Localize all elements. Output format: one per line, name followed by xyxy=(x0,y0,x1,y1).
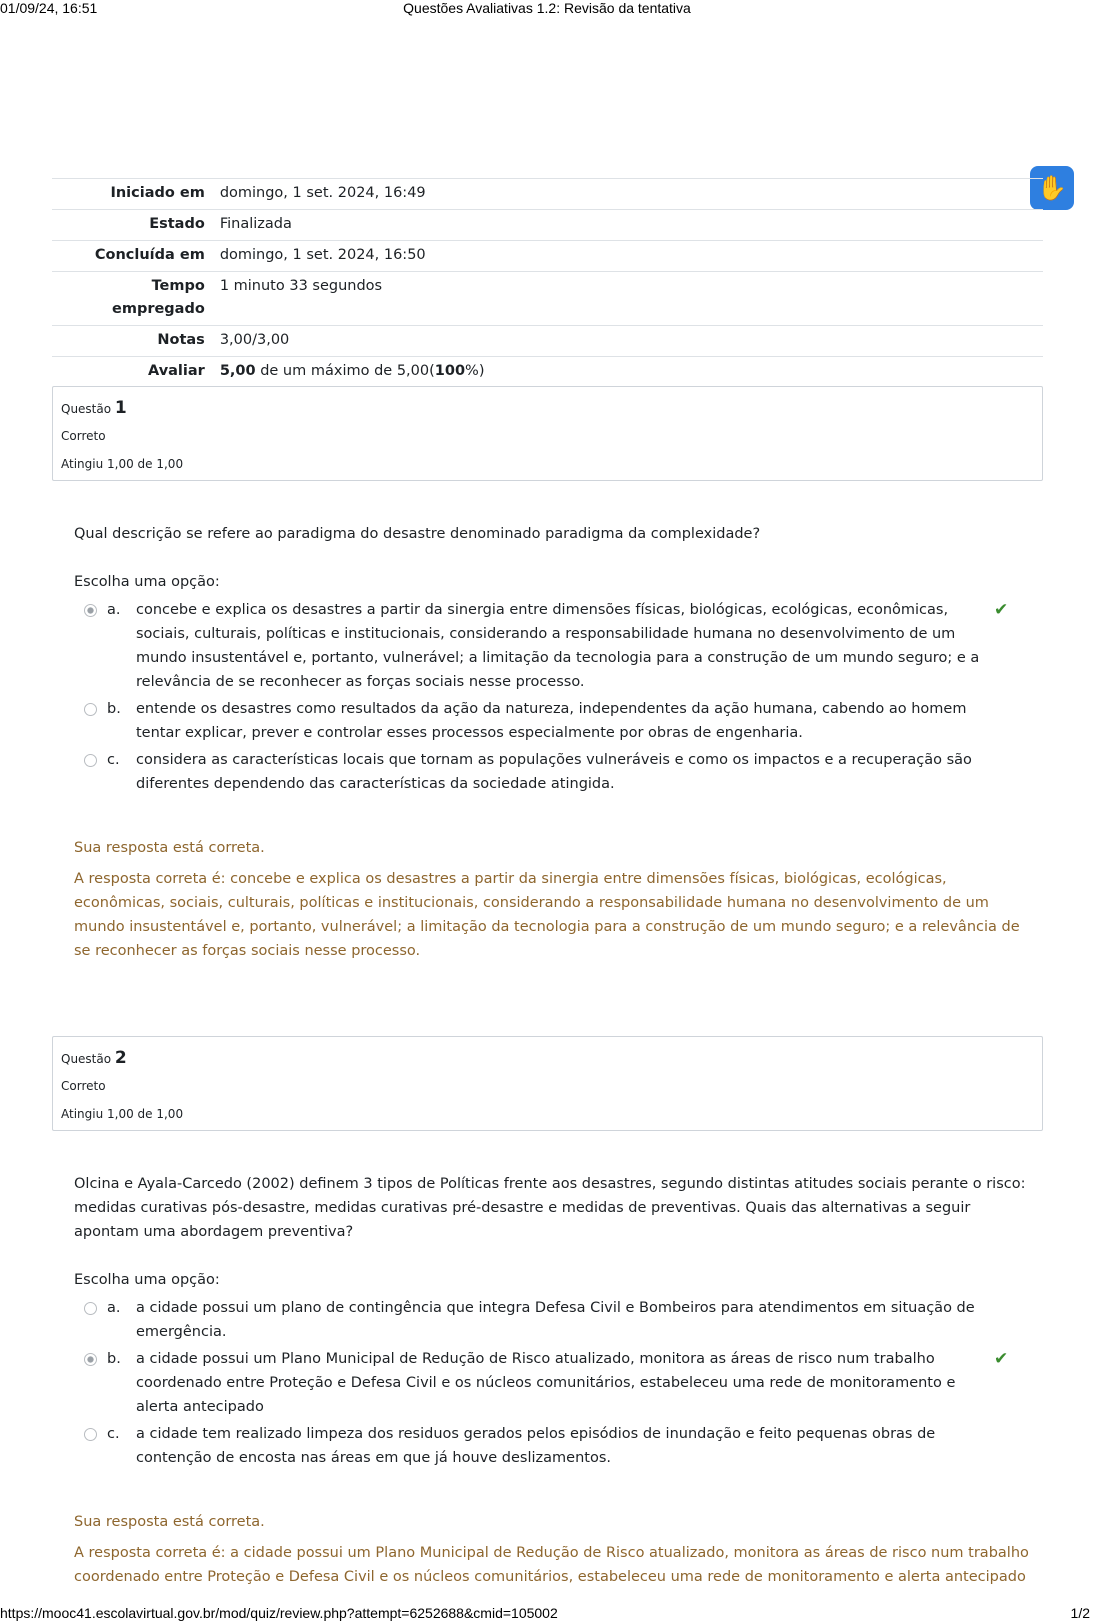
answer-option[interactable] xyxy=(74,697,1034,745)
question-prompt: Qual descrição se refere ao paradigma do desastre denominado paradigma da complexidade? xyxy=(74,526,761,542)
summary-value: Finalizada xyxy=(220,210,1043,241)
summary-value xyxy=(220,357,1043,388)
question-number: 2 xyxy=(114,1048,127,1068)
question-label: Questão xyxy=(61,402,112,416)
choose-label: Escolha uma opção: xyxy=(74,574,220,590)
question-label: Questão xyxy=(61,1052,112,1066)
check-icon: ✔ xyxy=(994,1349,1009,1369)
radio-button[interactable] xyxy=(84,703,97,716)
summary-label: Estado xyxy=(52,210,220,241)
attempt-summary xyxy=(52,178,1043,387)
question-content xyxy=(74,522,1034,970)
summary-label: Iniciado em xyxy=(52,179,220,210)
print-page-number: 1/2 xyxy=(1070,1605,1090,1621)
option-text: entende os desastres como resultados da ação da natureza, independentes da ação humana, cabendo ao homem tentar explicar, prever e controlar esses processos especialmente por obras de engenharia. xyxy=(136,701,967,741)
print-url: https://mooc41.escolavirtual.gov.br/mod/quiz/review.php?attempt=6252688&cmid=105002 xyxy=(0,1605,558,1621)
option-text: a cidade possui um plano de contingência que integra Defesa Civil e Bombeiros para atendimentos em situação de emergência. xyxy=(136,1300,975,1340)
print-title: Questões Avaliativas 1.2: Revisão da tentativa xyxy=(403,0,691,16)
answer-option[interactable] xyxy=(74,1422,1034,1470)
right-answer: A resposta correta é: concebe e explica os desastres a partir da sinergia entre dimensões físicas, biológicas, ecológicas, econômicas, sociais, culturais, políticas e institucionais, considerando a responsabilidade humana no desenvolvimento de um mundo insustentável e, portanto, vulnerável; a limitação da tecnologia para a construção de um mundo seguro; e a relevância de se reconhecer as forças sociais nesse processo. xyxy=(74,871,1020,959)
sign-language-hands-icon: ✋ xyxy=(1037,174,1067,202)
radio-button[interactable] xyxy=(84,754,97,767)
right-answer: A resposta correta é: a cidade possui um Plano Municipal de Redução de Risco atualizado, monitora as áreas de risco num trabalho coordenado entre Proteção e Defesa Civil e os núcleos comunitários, estabeleceu uma rede de monitoramento e alerta antecipado xyxy=(74,1545,1029,1585)
question-info xyxy=(52,386,1043,481)
summary-label: Tempo empregado xyxy=(52,272,220,326)
option-text: a cidade possui um Plano Municipal de Redução de Risco atualizado, monitora as áreas de risco num trabalho coordenado entre Proteção e Defesa Civil e os núcleos comunitários, estabeleceu uma rede de monitoramento e alerta antecipado xyxy=(136,1351,956,1415)
question-status: Correto xyxy=(61,1079,106,1093)
answer-option[interactable] xyxy=(74,1296,1034,1344)
option-text: concebe e explica os desastres a partir da sinergia entre dimensões físicas, biológicas, ecológicas, econômicas, sociais, culturais, políticas e institucionais, considerando a responsabilidade humana no desenvolvimento de um mundo insustentável e, portanto, vulnerável; a limitação da tecnologia para a construção de um mundo seguro; e a relevância de se reconhecer as forças sociais nesse processo. xyxy=(136,602,980,690)
choose-label: Escolha uma opção: xyxy=(74,1272,220,1288)
radio-button[interactable] xyxy=(84,1353,97,1366)
grade-end: %) xyxy=(465,363,485,379)
question-score: Atingiu 1,00 de 1,00 xyxy=(61,457,184,471)
option-text: considera as características locais que tornam as populações vulneráveis e como os impactos e a recuperação são diferentes dependendo das características da sociedade atingida. xyxy=(136,752,972,792)
grade-text: de um máximo de 5,00( xyxy=(255,363,435,379)
answer-option[interactable] xyxy=(74,1347,1034,1419)
summary-value: 3,00/3,00 xyxy=(220,326,1043,357)
summary-value: domingo, 1 set. 2024, 16:49 xyxy=(220,179,1043,210)
option-letter: a. xyxy=(107,602,121,618)
option-letter: b. xyxy=(107,701,121,717)
grade: 5,00 xyxy=(219,363,256,379)
summary-row xyxy=(52,241,1043,272)
summary-value: 1 minuto 33 segundos xyxy=(220,272,1043,326)
feedback-status: Sua resposta está correta. xyxy=(74,1514,265,1530)
answer-option[interactable] xyxy=(74,598,1034,694)
grade-percent: 100 xyxy=(434,363,466,379)
option-letter: b. xyxy=(107,1351,121,1367)
question-number: 1 xyxy=(114,398,127,418)
summary-label: Concluída em xyxy=(52,241,220,272)
option-letter: a. xyxy=(107,1300,121,1316)
question-prompt: Olcina e Ayala-Carcedo (2002) definem 3 tipos de Políticas frente aos desastres, segundo distintas atitudes sociais perante o risco: medidas curativas pós-desastre, medidas curativas pré-desastre e medidas de preventivas. Quais das alternativas a seguir apontam uma abordagem preventiva? xyxy=(74,1176,1026,1240)
answer-option[interactable] xyxy=(74,748,1034,796)
check-icon: ✔ xyxy=(994,600,1009,620)
radio-button[interactable] xyxy=(84,604,97,617)
option-text: a cidade tem realizado limpeza dos residuos gerados pelos episódios de inundação e feito pequenas obras de contenção de encosta nas áreas em que já houve deslizamentos. xyxy=(136,1426,936,1466)
feedback xyxy=(74,836,1034,963)
option-letter: c. xyxy=(107,752,120,768)
question-score: Atingiu 1,00 de 1,00 xyxy=(61,1107,184,1121)
summary-row xyxy=(52,179,1043,210)
summary-row xyxy=(52,326,1043,357)
radio-button[interactable] xyxy=(84,1428,97,1441)
summary-label: Avaliar xyxy=(52,357,220,388)
summary-row xyxy=(52,272,1043,326)
option-letter: c. xyxy=(107,1426,120,1442)
feedback-status: Sua resposta está correta. xyxy=(74,840,265,856)
summary-label: Notas xyxy=(52,326,220,357)
print-datetime: 01/09/24, 16:51 xyxy=(0,0,98,16)
question-content xyxy=(74,1172,1034,1596)
radio-button[interactable] xyxy=(84,1302,97,1315)
feedback xyxy=(74,1510,1034,1589)
question-info xyxy=(52,1036,1043,1131)
summary-row xyxy=(52,357,1043,388)
summary-row xyxy=(52,210,1043,241)
summary-value: domingo, 1 set. 2024, 16:50 xyxy=(220,241,1043,272)
question-status: Correto xyxy=(61,429,106,443)
